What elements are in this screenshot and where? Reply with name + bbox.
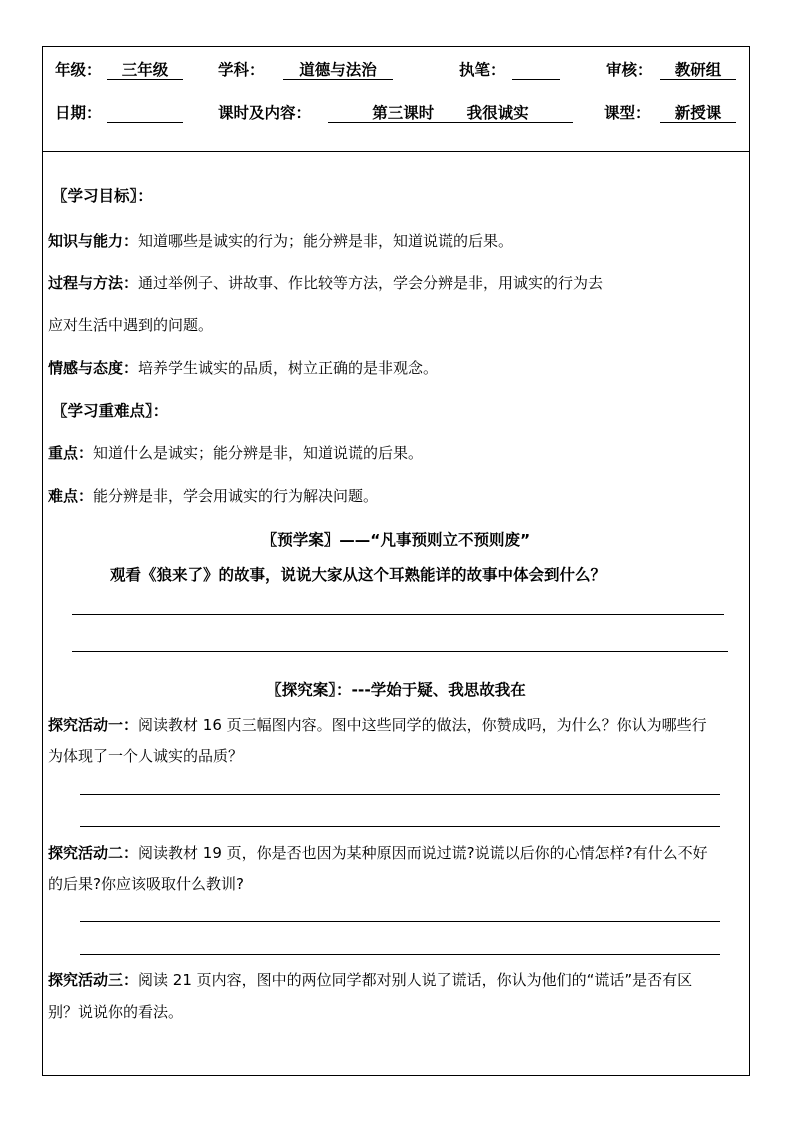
goal-process-label: 过程与方法： [48, 274, 139, 292]
subject-value: 道德与法治 [283, 59, 393, 80]
header-row-1 [55, 59, 745, 81]
grade-value: 三年级 [107, 59, 183, 80]
difficult-point-text: 能分辨是非，学会用诚实的行为解决问题。 [93, 487, 379, 505]
reviewer-label: 审核： [606, 61, 653, 79]
answer-line [72, 614, 724, 615]
difficult-point-label: 难点： [48, 487, 94, 505]
header-divider [42, 151, 750, 152]
reviewer-value: 教研组 [660, 59, 736, 80]
activity-3-label: 探究活动三： [48, 971, 139, 989]
activity-2 [48, 843, 708, 863]
activity-3-text-2: 别？说说你的看法。 [48, 1003, 184, 1021]
preview-title: 〖预学案〗——“凡事预则立不预则废” [261, 531, 531, 549]
goal-process [48, 273, 603, 293]
difficult-point [48, 486, 378, 506]
lesson-value: 第三课时 我很诚实 [328, 102, 573, 123]
activity-2-label: 探究活动二： [48, 844, 139, 862]
key-points-heading: 〖学习重难点〗： [52, 402, 169, 420]
date-label: 日期： [55, 104, 102, 122]
goal-emotion [48, 358, 438, 378]
type-value: 新授课 [660, 102, 736, 123]
activity-1-text-2: 为体现了一个人诚实的品质？ [48, 747, 244, 765]
activity-3-text-1: 阅读 21 页内容，图中的两位同学都对别人说了谎话，你认为他们的“谎话”是否有区 [138, 971, 693, 989]
author-label: 执笔： [459, 61, 506, 79]
key-point-label: 重点： [48, 444, 94, 462]
author-value [512, 59, 560, 80]
activity-2-text-2: 的后果?你应该吸取什么教训? [48, 875, 244, 893]
key-point [48, 443, 423, 463]
answer-line [80, 826, 720, 827]
answer-line [80, 954, 720, 955]
activity-1-label: 探究活动一： [48, 716, 139, 734]
answer-line [80, 794, 720, 795]
lesson-label: 课时及内容： [218, 104, 312, 122]
goal-process-text-2: 应对生活中遇到的问题。 [48, 316, 214, 334]
header-row-2 [55, 102, 745, 124]
grade-label: 年级： [55, 61, 102, 79]
answer-line [80, 921, 720, 922]
goal-knowledge-label: 知识与能力： [48, 232, 139, 250]
answer-line [72, 651, 728, 652]
preview-question: 观看《狼来了》的故事，说说大家从这个耳熟能详的故事中体会到什么？ [110, 566, 607, 584]
subject-label: 学科： [218, 61, 265, 79]
activity-3 [48, 970, 692, 990]
goal-process-text-1: 通过举例子、讲故事、作比较等方法，学会分辨是非，用诚实的行为去 [138, 274, 604, 292]
goal-knowledge [48, 231, 513, 251]
type-label: 课型： [604, 104, 651, 122]
explore-title: 〖探究案〗：---学始于疑、我思故我在 [266, 681, 526, 699]
goal-emotion-text: 培养学生诚实的品质，树立正确的是非观念。 [138, 359, 439, 377]
activity-2-text-1: 阅读教材 19 页，你是否也因为某种原因而说过谎?说谎以后你的心情怎样?有什么不好 [138, 844, 708, 862]
goal-emotion-label: 情感与态度： [48, 359, 139, 377]
goals-heading: 〖学习目标〗： [52, 187, 153, 205]
date-value [107, 102, 183, 123]
key-point-text: 知道什么是诚实；能分辨是非，知道说谎的后果。 [93, 444, 424, 462]
goal-knowledge-text: 知道哪些是诚实的行为；能分辨是非，知道说谎的后果。 [138, 232, 514, 250]
activity-1-text-1: 阅读教材 16 页三幅图内容。图中这些同学的做法，你赞成吗，为什么？你认为哪些行 [138, 716, 707, 734]
activity-1 [48, 715, 707, 735]
